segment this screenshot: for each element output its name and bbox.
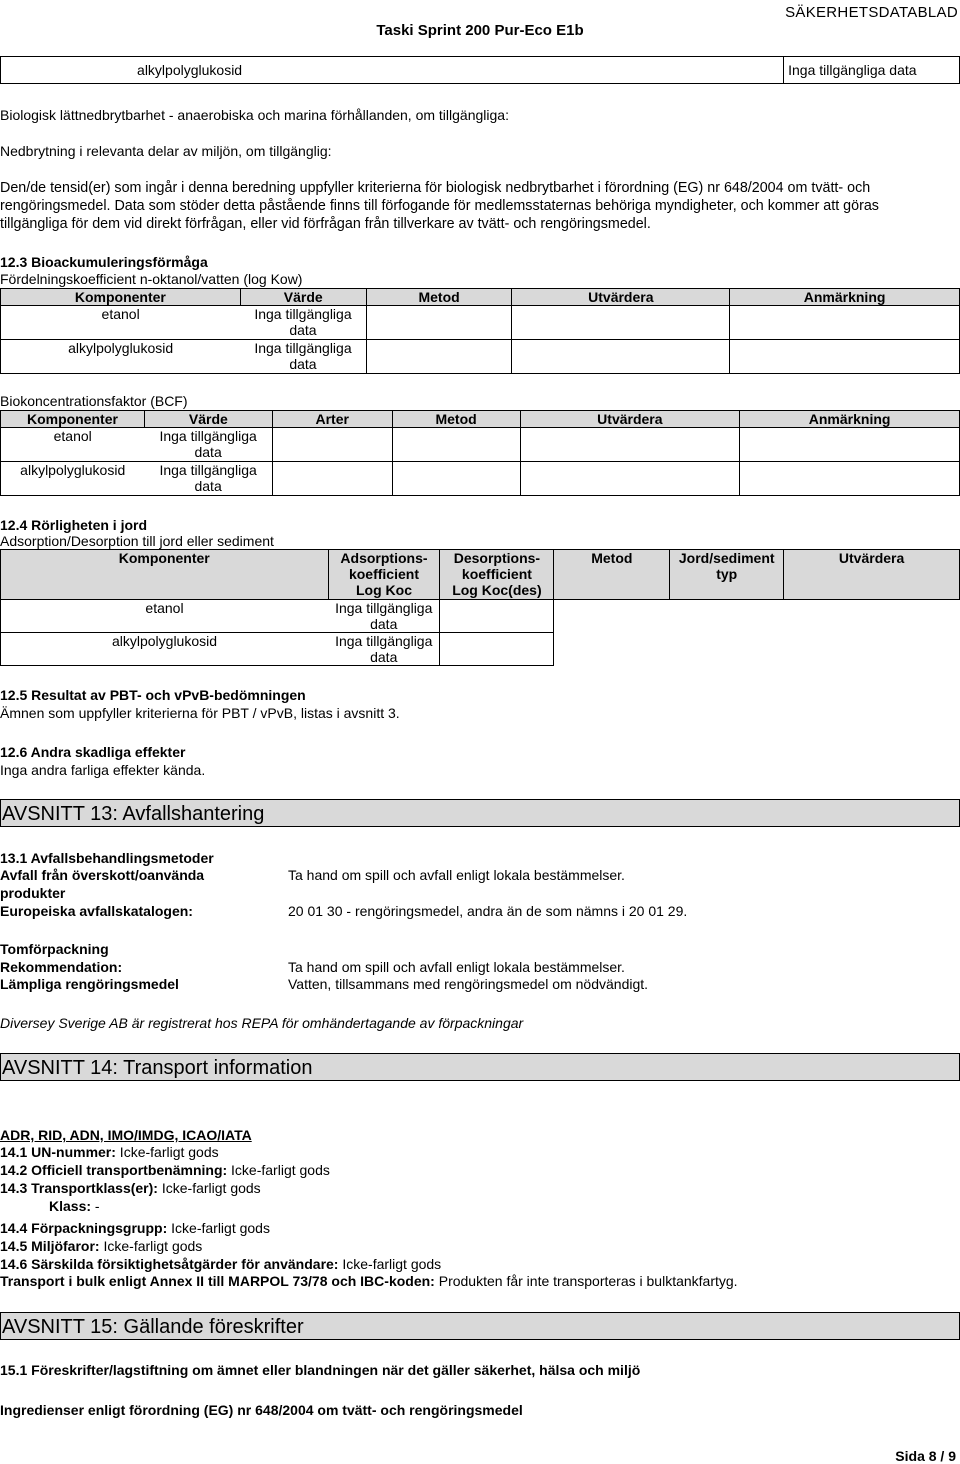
section-15-heading: AVSNITT 15: Gällande föreskrifter <box>2 1316 304 1338</box>
kow-header-evaluate: Utvärdera <box>512 289 730 306</box>
transport-item: Klass: - <box>49 1198 100 1214</box>
section-12-4-title: 12.4 Rörligheten i jord <box>0 517 148 533</box>
bcf-header-components: Komponenter <box>1 411 145 428</box>
cleaning-value: Vatten, tillsammans med rengöringsmedel om nödvändigt. <box>288 976 649 992</box>
transport-item: 14.3 Transportklass(er): Icke-farligt gods <box>0 1180 261 1196</box>
bcf-table <box>0 410 960 496</box>
kow-row-component: alkylpolyglukosid <box>1 340 241 374</box>
top-row-table <box>0 56 960 84</box>
page-number: Sida 8 / 9 <box>895 1448 956 1464</box>
kow-row-value: Inga tillgängliga data <box>240 306 366 340</box>
kow-header-remark: Anmärkning <box>730 289 960 306</box>
bcf-header-evaluate: Utvärdera <box>520 411 740 428</box>
section-13-1-title: 13.1 Avfallsbehandlingsmetoder <box>0 850 214 866</box>
soil-subtitle: Adsorption/Desorption till jord eller sediment <box>0 533 274 549</box>
soil-header-desorption: Desorptions- koefficient Log Koc(des) <box>440 550 554 600</box>
surplus-label: Avfall från överskott/oanvända <box>0 867 205 883</box>
table-row <box>1 600 960 633</box>
soil-header-evaluate: Utvärdera <box>784 550 960 600</box>
kow-row-value: Inga tillgängliga data <box>240 340 366 374</box>
transport-item: 14.2 Officiell transportbenämning: Icke-farligt gods <box>0 1162 330 1178</box>
anaerobic-text: Biologisk lättnedbrytbarhet - anaerobiska och marina förhållanden, om tillgängliga: <box>0 107 509 123</box>
table-row <box>1 340 960 374</box>
bcf-row-component: alkylpolyglukosid <box>1 462 145 496</box>
table-row <box>1 462 960 496</box>
surfactant-para-2: rengöringsmedel. Data som stöder detta påstående finns till förfogande för medlemsstaternas behöriga myndigheter, och kommer att göras <box>0 198 879 214</box>
soil-row-component: etanol <box>1 600 329 633</box>
document-type: SÄKERHETSDATABLAD <box>785 4 958 21</box>
ingredients-title: Ingredienser enligt förordning (EG) nr 648/2004 om tvätt- och rengöringsmedel <box>0 1402 523 1418</box>
top-row-component: alkylpolyglukosid <box>1 57 379 84</box>
kow-row-component: etanol <box>1 306 241 340</box>
soil-header-adsorption: Adsorptions- koefficient Log Koc <box>328 550 440 600</box>
section-12-3-title: 12.3 Bioackumuleringsförmåga <box>0 254 208 270</box>
soil-row-adsorption: Inga tillgängliga data <box>328 600 440 633</box>
catalog-value: 20 01 30 - rengöringsmedel, andra än de som nämns i 20 01 29. <box>288 903 688 919</box>
surplus-label-cont: produkter <box>0 885 66 901</box>
transport-item: Transport i bulk enligt Annex II till MARPOL 73/78 och IBC-koden: Produkten får inte transporteras i bulktankfartyg. <box>0 1273 738 1289</box>
transport-item: 14.5 Miljöfaror: Icke-farligt gods <box>0 1238 203 1254</box>
kow-header-method: Metod <box>366 289 512 306</box>
bcf-header-value: Värde <box>144 411 272 428</box>
degradation-text: Nedbrytning i relevanta delar av miljön, om tillgänglig: <box>0 143 332 159</box>
bcf-subtitle: Biokoncentrationsfaktor (BCF) <box>0 393 188 409</box>
product-title: Taski Sprint 200 Pur-Eco E1b <box>376 22 584 39</box>
section-12-5-title: 12.5 Resultat av PBT- och vPvB-bedömningen <box>0 687 306 703</box>
soil-row-component: alkylpolyglukosid <box>1 633 329 666</box>
bcf-header-species: Arter <box>272 411 392 428</box>
table-row <box>1 306 960 340</box>
section-12-6-title: 12.6 Andra skadliga effekter <box>0 744 186 760</box>
section-14-heading: AVSNITT 14: Transport information <box>2 1057 313 1079</box>
recommendation-value: Ta hand om spill och avfall enligt lokala bestämmelser. <box>288 959 625 975</box>
section-12-5-text: Ämnen som uppfyller kriterierna för PBT / vPvB, listas i avsnitt 3. <box>0 705 400 721</box>
soil-table <box>0 549 960 666</box>
packaging-label: Tomförpackning <box>0 941 109 957</box>
top-row-value: Inga tillgängliga data <box>784 57 960 84</box>
table-row <box>1 633 960 666</box>
kow-header-value: Värde <box>240 289 366 306</box>
repa-note: Diversey Sverige AB är registrerat hos REPA för omhändertagande av förpackningar <box>0 1015 524 1031</box>
kow-subtitle: Fördelningskoefficient n-oktanol/vatten (log Kow) <box>0 271 303 287</box>
bcf-row-value: Inga tillgängliga data <box>144 462 272 496</box>
soil-header-method: Metod <box>554 550 670 600</box>
surfactant-para-1: Den/de tensid(er) som ingår i denna beredning uppfyller kriterierna för biologisk nedbrytbarhet i förordning (EG) nr 648/2004 om tvätt- och <box>0 180 871 196</box>
table-row <box>1 428 960 462</box>
transport-item: 14.4 Förpackningsgrupp: Icke-farligt gods <box>0 1220 270 1236</box>
surplus-value: Ta hand om spill och avfall enligt lokala bestämmelser. <box>288 867 625 883</box>
soil-header-soil-type: Jord/sediment typ <box>670 550 784 600</box>
section-12-6-text: Inga andra farliga effekter kända. <box>0 762 206 778</box>
bcf-header-method: Metod <box>392 411 520 428</box>
cleaning-label: Lämpliga rengöringsmedel <box>0 976 179 992</box>
kow-table <box>0 288 960 374</box>
transport-item: 14.6 Särskilda försiktighetsåtgärder för användare: Icke-farligt gods <box>0 1256 442 1272</box>
bcf-header-remark: Anmärkning <box>740 411 960 428</box>
catalog-label: Europeiska avfallskatalogen: <box>0 903 193 919</box>
soil-row-adsorption: Inga tillgängliga data <box>328 633 440 666</box>
section-15-1-title: 15.1 Föreskrifter/lagstiftning om ämnet eller blandningen när det gäller säkerhet, hälsa och miljö <box>0 1362 641 1378</box>
kow-header-components: Komponenter <box>1 289 241 306</box>
transport-item: 14.1 UN-nummer: Icke-farligt gods <box>0 1144 219 1160</box>
section-13-heading: AVSNITT 13: Avfallshantering <box>2 803 265 825</box>
bcf-row-component: etanol <box>1 428 145 462</box>
soil-header-components: Komponenter <box>1 550 329 600</box>
bcf-row-value: Inga tillgängliga data <box>144 428 272 462</box>
recommendation-label: Rekommendation: <box>0 959 123 975</box>
surfactant-para-3: tillgängliga för dem vid direkt förfrågan, eller vid förfrågan från tillverkare av tvätt- och rengöringsmedel. <box>0 216 651 232</box>
transport-modes: ADR, RID, ADN, IMO/IMDG, ICAO/IATA <box>0 1127 252 1143</box>
